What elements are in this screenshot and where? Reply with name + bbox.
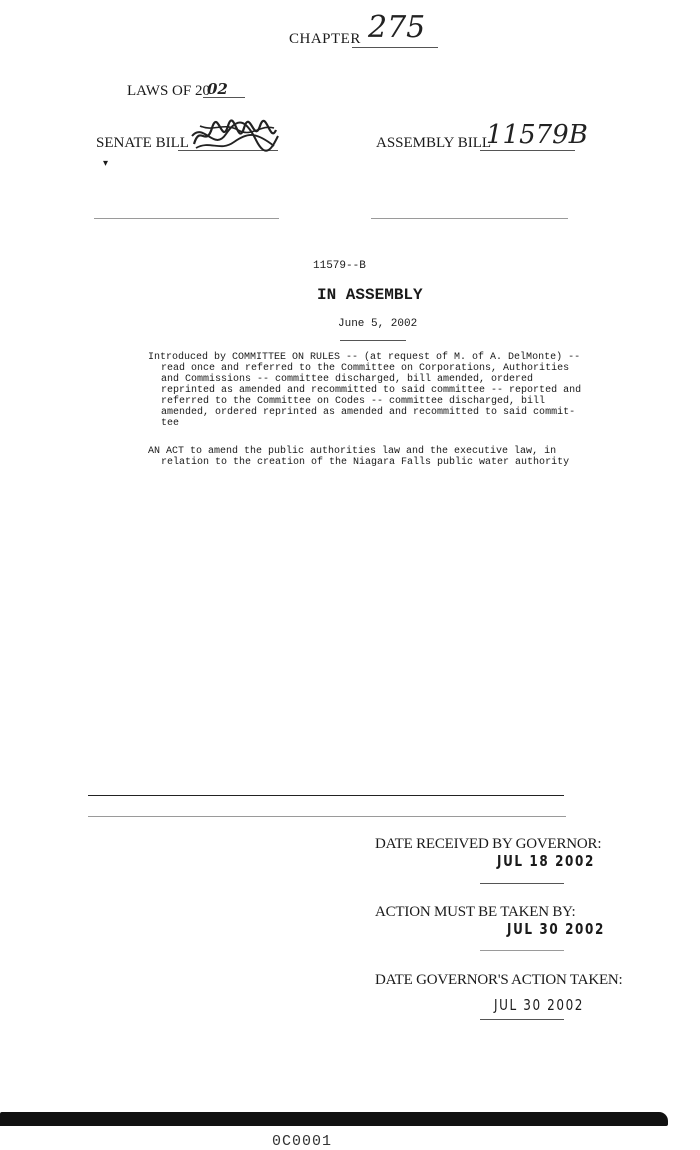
act-line: AN ACT to amend the public authorities law and the executive law, in [148, 446, 557, 457]
intro-line: read once and referred to the Committee on Corporations, Authorities [161, 363, 570, 374]
bill-code: 11579--B [313, 260, 366, 272]
action-taken-stamp: JUL 30 2002 [494, 996, 585, 1014]
scan-edge-bar [0, 1112, 668, 1126]
intro-line: and Commissions -- committee discharged, bill amended, ordered [161, 374, 534, 385]
intro-line: amended, ordered reprinted as amended and recommitted to said commit- [161, 407, 576, 418]
section-divider-faint [88, 816, 566, 817]
intro-line: Introduced by COMMITTEE ON RULES -- (at request of M. of A. DelMonte) -- [148, 352, 581, 363]
intro-line: referred to the Committee on Codes -- committee discharged, bill [161, 396, 546, 407]
action-taken-label: DATE GOVERNOR'S ACTION TAKEN: [375, 972, 623, 988]
senate-bill-label: SENATE BILL [96, 135, 189, 151]
date-received-underline [480, 883, 564, 884]
act-line: relation to the creation of the Niagara Falls public water authority [161, 457, 570, 468]
action-deadline-label: ACTION MUST BE TAKEN BY: [375, 904, 576, 920]
bill-heading: IN ASSEMBLY [317, 286, 423, 304]
page-stamp: 0C0001 [272, 1133, 333, 1150]
date-received-stamp: JUL 18 2002 [497, 852, 595, 870]
action-deadline-stamp: JUL 30 2002 [507, 920, 605, 938]
chapter-label: CHAPTER [289, 31, 361, 47]
action-taken-underline [480, 1019, 564, 1020]
laws-year: 02 [207, 80, 228, 98]
assembly-bill-label: ASSEMBLY BILL [376, 135, 492, 151]
section-divider [88, 795, 564, 796]
act-title-paragraph [148, 446, 594, 468]
laws-label: LAWS OF 20 [127, 83, 210, 99]
assembly-bill-underline [480, 150, 575, 151]
date-received-label: DATE RECEIVED BY GOVERNOR: [375, 836, 602, 852]
scribbled-out-senate-number [190, 118, 280, 154]
assembly-bill-number: 11579B [486, 120, 588, 150]
mark-dot: ▾ [103, 158, 109, 169]
chapter-underline [352, 47, 438, 48]
date-underline [340, 340, 406, 341]
left-signature-line [94, 218, 279, 219]
introduction-paragraph [148, 352, 594, 429]
intro-line: tee [161, 418, 180, 429]
intro-line: reprinted as amended and recommitted to said committee -- reported and [161, 385, 582, 396]
bill-date: June 5, 2002 [338, 318, 418, 330]
chapter-number: 275 [368, 10, 426, 45]
action-deadline-underline [480, 950, 564, 951]
right-signature-line [371, 218, 568, 219]
